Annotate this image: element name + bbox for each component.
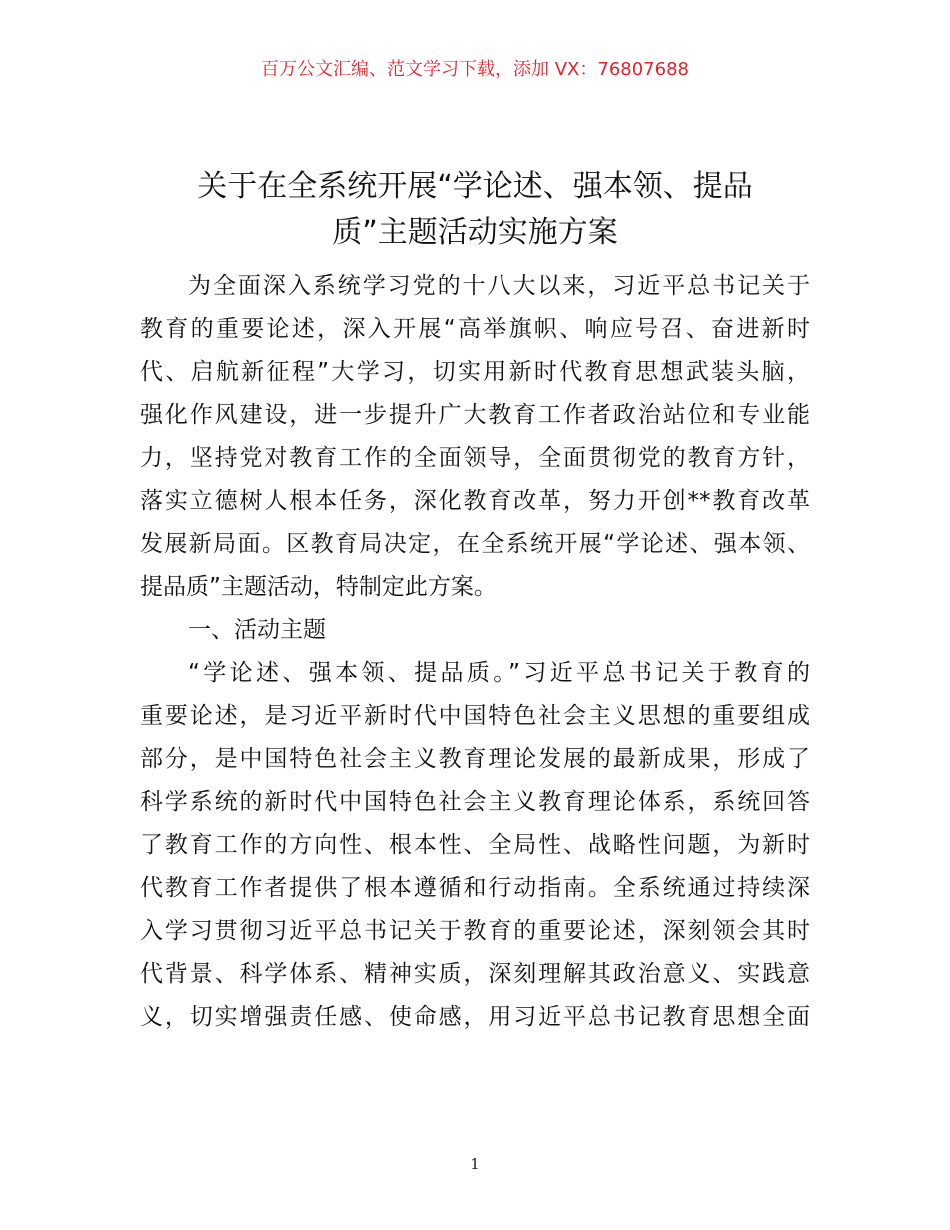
- document-body: [140, 265, 810, 1039]
- section-heading: 一、活动主题: [188, 617, 326, 643]
- title-line: 质”主题活动实施方案: [332, 215, 618, 250]
- document-title: [140, 164, 810, 256]
- text-line: 部分，是中国特色社会主义教育理论发展的最新成果，形成了: [140, 746, 810, 772]
- text-line: 发展新局面。区教育局决定，在全系统开展“学论述、强本领、: [140, 531, 810, 557]
- text-line: 提品质”主题活动，特制定此方案。: [140, 574, 497, 600]
- watermark-header: 百万公文汇编、范文学习下载，添加 VX：76807688: [261, 59, 689, 80]
- text-line: 为全面深入系统学习党的十八大以来，习近平总书记关于: [188, 273, 810, 299]
- text-line: 代、启航新征程”大学习，切实用新时代教育思想武装头脑，: [140, 359, 810, 385]
- paragraph-intro: [140, 265, 810, 609]
- text-line: 代教育工作者提供了根本遵循和行动指南。全系统通过持续深: [140, 875, 810, 901]
- text-line: 力，坚持党对教育工作的全面领导，全面贯彻党的教育方针，: [140, 445, 810, 471]
- text-line: 科学系统的新时代中国特色社会主义教育理论体系，系统回答: [140, 789, 810, 815]
- title-line: 关于在全系统开展“学论述、强本领、提品: [197, 169, 753, 204]
- text-line: 了教育工作的方向性、根本性、全局性、战略性问题，为新时: [140, 832, 810, 858]
- text-line: 落实立德树人根本任务，深化教育改革，努力开创**教育改革: [140, 488, 810, 514]
- text-line: 重要论述，是习近平新时代中国特色社会主义思想的重要组成: [140, 703, 810, 729]
- page-number: 1: [470, 1155, 480, 1173]
- text-line: 义，切实增强责任感、使命感，用习近平总书记教育思想全面: [140, 1004, 810, 1030]
- text-line: 强化作风建设，进一步提升广大教育工作者政治站位和专业能: [140, 402, 810, 428]
- text-line: “学论述、强本领、提品质。”习近平总书记关于教育的: [188, 660, 810, 686]
- text-line: 入学习贯彻习近平总书记关于教育的重要论述，深刻领会其时: [140, 918, 810, 944]
- paragraph-theme: [140, 652, 810, 1039]
- text-line: 代背景、科学体系、精神实质，深刻理解其政治意义、实践意: [140, 961, 810, 987]
- text-line: 教育的重要论述，深入开展“高举旗帜、响应号召、奋进新时: [140, 316, 810, 342]
